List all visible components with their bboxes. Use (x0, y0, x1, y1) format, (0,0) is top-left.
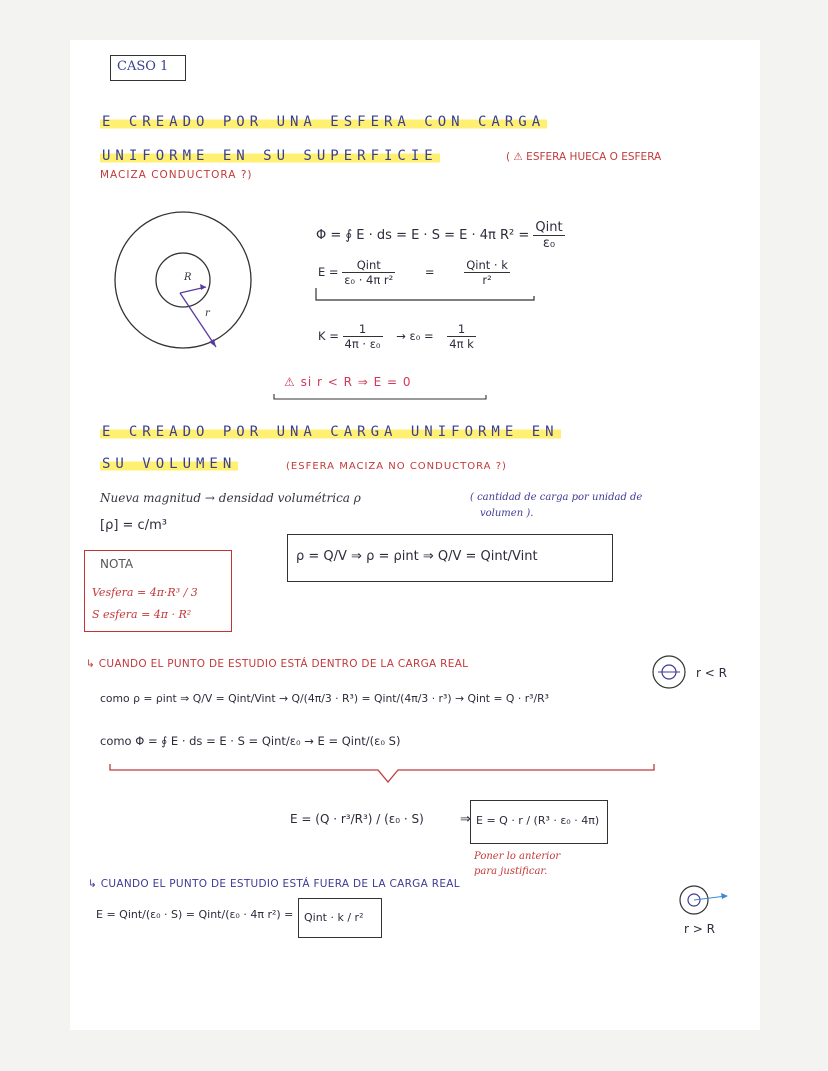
inside-heading: ↳ CUANDO EL PUNTO DE ESTUDIO ESTÁ DENTRO DE LA CARGA REAL (86, 658, 469, 670)
caso-label: CASO 1 (117, 59, 169, 74)
section2-title-line1: E CREADO POR UNA CARGA UNIFORME EN (102, 424, 559, 440)
section2-title-line2: SU VOLUMEN (102, 456, 237, 472)
inside-result: E = Q · r / (R³ · ε₀ · 4π) (476, 814, 600, 827)
section1-note: ( ⚠ ESFERA HUECA O ESFERA (506, 151, 662, 163)
inside-line1: como ρ = ρint ⇒ Q/V = Qint/Vint → Q/(4π/3 · R³) = Qint/(4π/3 · r³) → Qint = Q · r³/R³ (100, 692, 549, 705)
label-r: r (205, 308, 210, 319)
flux-equation: Φ = ∮ E · ds = E · S = E · 4π R² = $\frac{\text{Qint}}{\text{ε₀}}$ (316, 220, 563, 251)
outside-result: Qint · k / r² (304, 911, 364, 924)
eq1-num: Qint (535, 220, 563, 235)
inside-result-arrow: ⇒ (460, 812, 471, 827)
label-R: R (184, 272, 192, 283)
inner-sphere-circle (156, 253, 210, 307)
inside-zero-field: ⚠ si r < R ⇒ E = 0 (284, 375, 412, 389)
eq4-underline (272, 392, 490, 402)
density-units: [ρ] = c/m³ (100, 518, 167, 533)
density-line: Nueva magnitud → densidad volumétrica ρ (100, 491, 361, 505)
sphere-diagram (110, 205, 256, 355)
radius-r-arrow (180, 293, 216, 347)
nota-volume: Vesfera = 4π·R³ / 3 (92, 586, 198, 599)
eq2-underline (314, 286, 538, 302)
outside-sphere-icon (676, 884, 732, 916)
inside-hint-1: Poner lo anterior (474, 851, 561, 862)
eq1-den: ε₀ (542, 236, 556, 251)
outer-gaussian-circle (115, 212, 251, 348)
nota-title: NOTA (100, 557, 134, 571)
density-note-1: ( cantidad de carga por unidad de (470, 492, 643, 503)
density-equation: ρ = Q/V ⇒ ρ = ρint ⇒ Q/V = Qint/Vint (296, 549, 538, 564)
inside-condition: r < R (696, 666, 727, 680)
outside-condition: r > R (684, 922, 715, 936)
inside-line2: como Φ = ∮ E · ds = E · S = Qint/ε₀ → E = Qint/(ε₀ S) (100, 734, 401, 748)
inside-result-left: E = (Q · r³/R³) / (ε₀ · S) (290, 812, 424, 826)
section1-title-line1: E CREADO POR UNA ESFERA CON CARGA (102, 114, 546, 130)
section1-title-line2: UNIFORME EN SU SUPERFICIE (102, 148, 438, 164)
inside-brace (108, 762, 658, 786)
k-equation: K = $\frac{1}{\text{4π · ε₀}}$ → ε₀ = $\frac{1}{\text{4π k}}$ (318, 322, 474, 351)
outside-formula: E = Qint/(ε₀ · S) = Qint/(ε₀ · 4π r²) = (96, 908, 294, 921)
nota-surface: S esfera = 4π · R² (92, 608, 192, 621)
outside-heading: ↳ CUANDO EL PUNTO DE ESTUDIO ESTÁ FUERA DE LA CARGA REAL (88, 878, 460, 890)
inside-sphere-icon (650, 654, 688, 690)
inside-hint-2: para justificar. (474, 866, 548, 877)
field-equation: E = $\frac{\text{Qint}}{\text{ε₀ · 4π r²}}$ = $\frac{\text{Qint · k}}{\text{r²}}$ (318, 258, 508, 287)
section1-note-line2: MACIZA CONDUCTORA ?) (100, 169, 253, 181)
section2-note: (ESFERA MACIZA NO CONDUCTORA ?) (286, 461, 507, 472)
density-note-2: volumen ). (480, 508, 534, 519)
